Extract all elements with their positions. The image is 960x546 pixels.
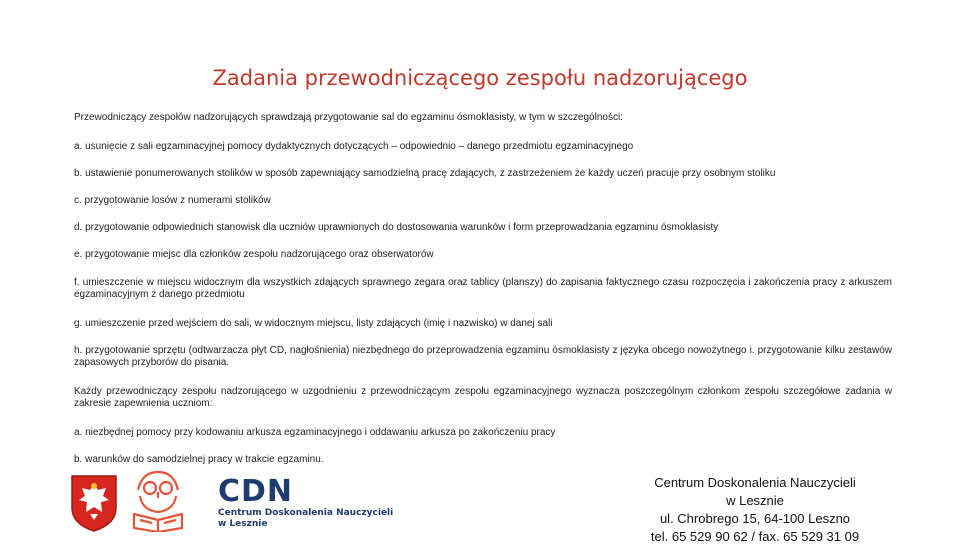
address-line: w Lesznie [726,493,784,508]
eagle-crest-icon [70,474,118,532]
list-item: a. usunięcie z sali egzaminacyjnej pomocy dydaktycznych dotyczących – odpowiednio – danego przedmiotu egzaminacyjnego [74,141,634,152]
list-item: d. przygotowanie odpowiednich stanowisk dla uczniów uprawnionych do dostosowania warunków i form przeprowadzania egzaminu ósmoklasisty [74,222,719,233]
summary-paragraph: Każdy przewodniczący zespołu nadzorującego w uzgodnieniu z przewodniczącym zespołu egzaminacyjnego wyznacza poszczególnym członkom zespołu szczegółowe zadania w zakresie zapewnienia uczniom: [74,386,892,409]
list-item: b. ustawienie ponumerowanych stolików w sposób zapewniający samodzielną pracę zdających, z zastrzeżeniem że każdy uczeń pracuje przy osobnym stoliku [74,168,776,179]
address-line: ul. Chrobrego 15, 64-100 Leszno [659,511,851,526]
list-item: e. przygotowanie miejsc dla członków zespołu nadzorującego oraz obserwatorów [74,249,434,260]
page-title: Zadania przewodniczącego zespołu nadzorującego [212,66,748,90]
list-item: f. umieszczenie w miejscu widocznym dla wszystkich zdających sprawnego zegara oraz tablicy (planszy) do zapisania faktycznego czasu rozpoczęcia i zakończenia pracy z arkuszem egzaminacyjnym z danego przedmiotu [74,277,892,300]
list-item: g. umieszczenie przed wejściem do sali, w widocznym miejscu, listy zdających (imię i nazwisko) w danej sali [74,318,553,329]
contact-address [630,474,880,546]
intro-paragraph: Przewodniczący zespołów nadzorujących sprawdzają przygotowanie sal do egzaminu ósmoklasisty, w tym w szczególności: [74,112,623,123]
brand-logo-text: CDN [218,474,294,509]
address-line: Centrum Doskonalenia Nauczycieli [654,475,856,490]
brand-subtitle [218,508,398,530]
brand-subtitle-line: w Lesznie [218,519,268,529]
brand-subtitle-line: Centrum Doskonalenia Nauczycieli [218,508,394,518]
list-item: c. przygotowanie losów z numerami stolików [74,195,271,206]
list-item: a. niezbędnej pomocy przy kodowaniu arkusza egzaminacyjnego i oddawaniu arkusza po zakończeniu pracy [74,427,556,438]
list-item: b. warunków do samodzielnej pracy w trakcie egzaminu. [74,454,324,465]
address-line: tel. 65 529 90 62 / fax. 65 529 31 09 [650,529,860,544]
list-item: h. przygotowanie sprzętu (odtwarzacza płyt CD, nagłośnienia) niezbędnego do przeprowadzenia egzaminu ósmoklasisty z języka obcego nowożytnego i. przygotowanie kilku zestawów zapasowych przyborów do pisania. [74,345,892,368]
